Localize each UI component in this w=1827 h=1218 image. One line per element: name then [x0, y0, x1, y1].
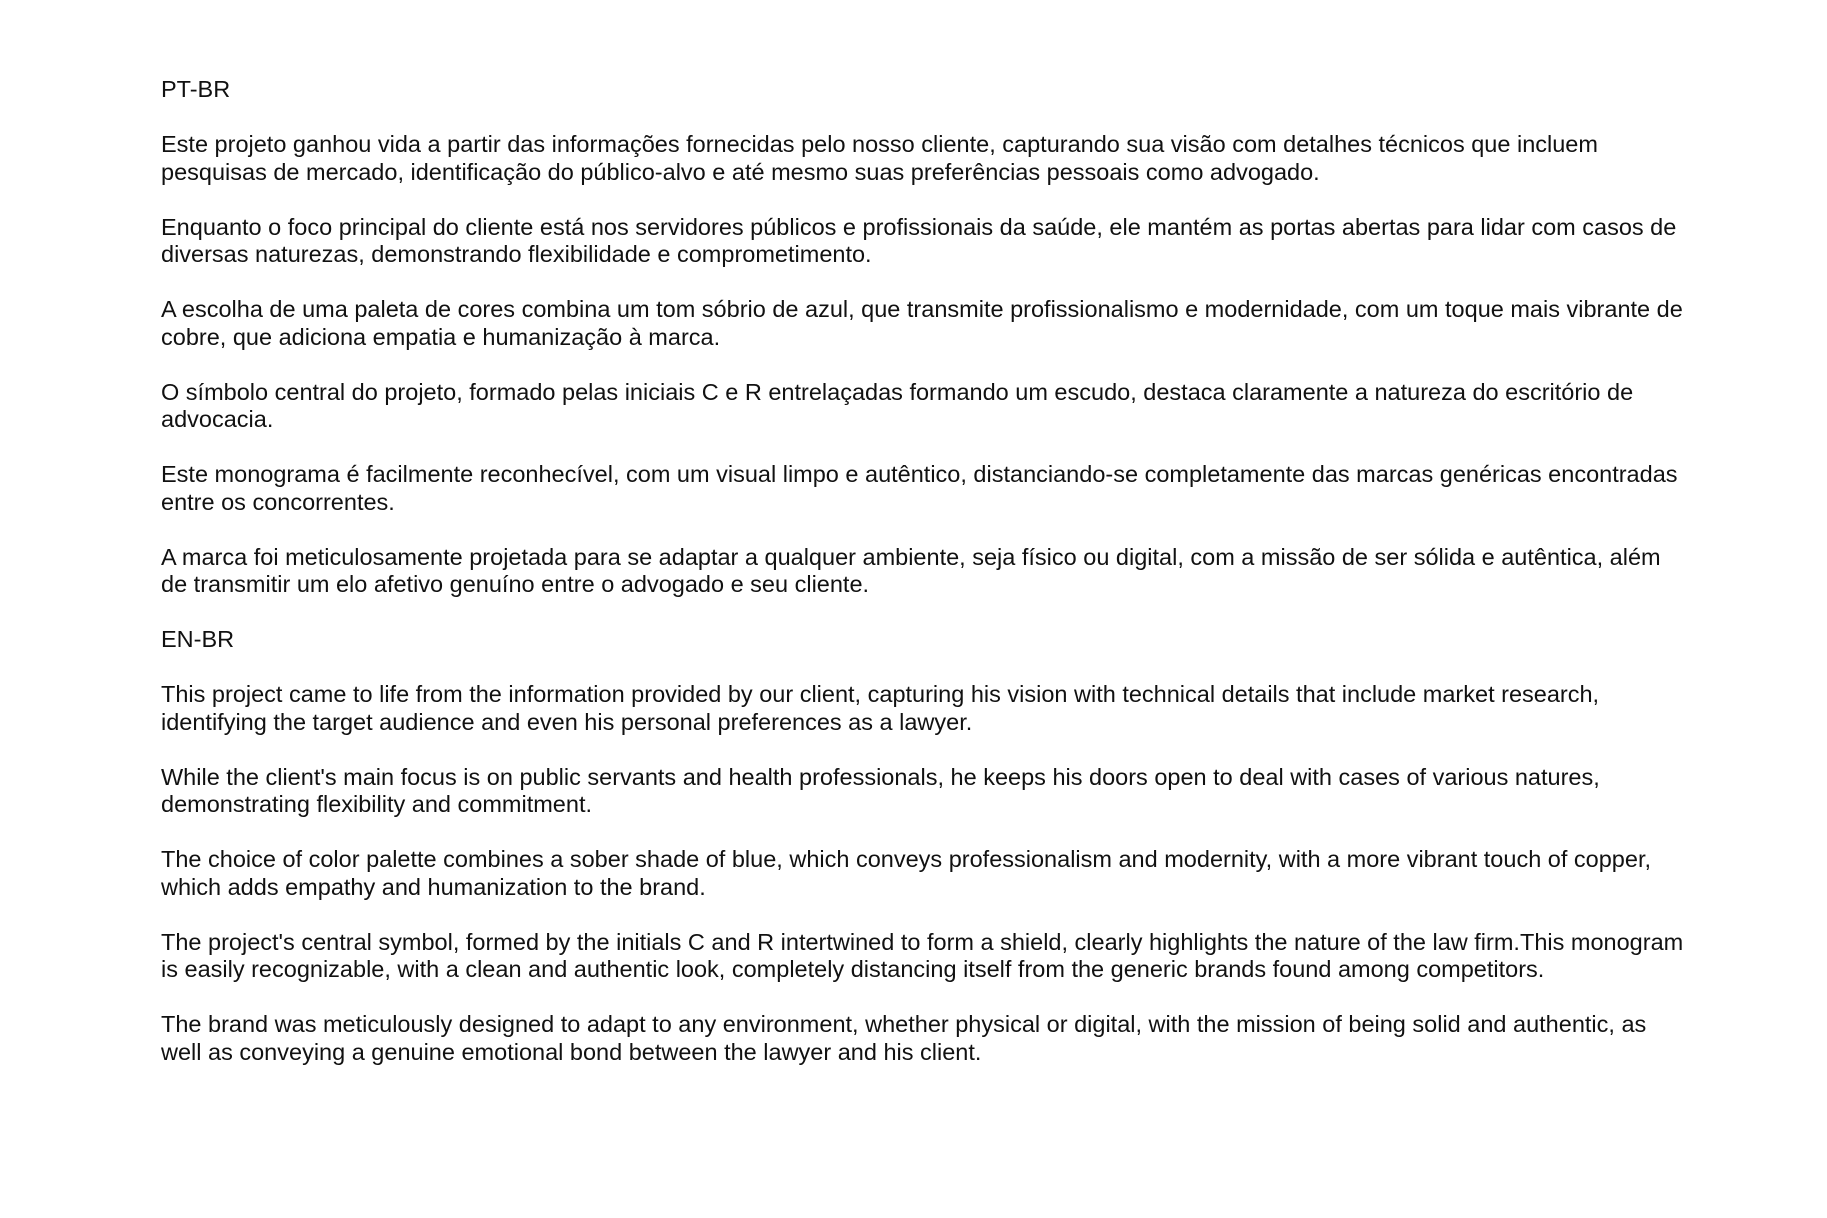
- pt-paragraph-4: O símbolo central do projeto, formado pelas iniciais C e R entrelaçadas formando um escudo, destaca claramente a natureza do escritório de advocacia.: [161, 378, 1634, 432]
- pt-br-heading: PT-BR: [161, 76, 231, 102]
- en-paragraph-4: The project's central symbol, formed by the initials C and R intertwined to form a shield, clearly highlights the nature of the law firm.This monogram is easily recognizable, with a clean and authentic look, completely distancing itself from the generic brands found among competitors.: [161, 928, 1684, 982]
- document-body: [161, 76, 1691, 1094]
- en-paragraph-5: The brand was meticulously designed to adapt to any environment, whether physical or digital, with the mission of being solid and authentic, as well as conveying a genuine emotional bond between the lawyer and his client.: [161, 1011, 1647, 1065]
- en-paragraph-3: The choice of color palette combines a sober shade of blue, which conveys professionalism and modernity, with a more vibrant touch of copper, which adds empathy and humanization to the brand.: [161, 846, 1652, 900]
- pt-paragraph-1: Este projeto ganhou vida a partir das informações fornecidas pelo nosso cliente, capturando sua visão com detalhes técnicos que incluem pesquisas de mercado, identificação do público-alvo e até mesmo suas preferências pessoais como advogado.: [161, 131, 1598, 185]
- pt-paragraph-2: Enquanto o foco principal do cliente está nos servidores públicos e profissionais da saúde, ele mantém as portas abertas para lidar com casos de diversas naturezas, demonstrando flexibilidade e comprometimento.: [161, 213, 1677, 267]
- pt-paragraph-3: A escolha de uma paleta de cores combina um tom sóbrio de azul, que transmite profissionalismo e modernidade, com um toque mais vibrante de cobre, que adiciona empatia e humanização à marca.: [161, 296, 1683, 350]
- pt-paragraph-5: Este monograma é facilmente reconhecível, com um visual limpo e autêntico, distanciando-se completamente das marcas genéricas encontradas entre os concorrentes.: [161, 461, 1678, 515]
- en-paragraph-1: This project came to life from the information provided by our client, capturing his vision with technical details that include market research, identifying the target audience and even his personal preferences as a lawyer.: [161, 681, 1600, 735]
- en-paragraph-2: While the client's main focus is on public servants and health professionals, he keeps his doors open to deal with cases of various natures, demonstrating flexibility and commitment.: [161, 763, 1600, 817]
- en-br-heading: EN-BR: [161, 626, 235, 652]
- pt-paragraph-6: A marca foi meticulosamente projetada para se adaptar a qualquer ambiente, seja físico ou digital, com a missão de ser sólida e autêntica, além de transmitir um elo afetivo genuíno entre o advogado e seu cliente.: [161, 543, 1661, 597]
